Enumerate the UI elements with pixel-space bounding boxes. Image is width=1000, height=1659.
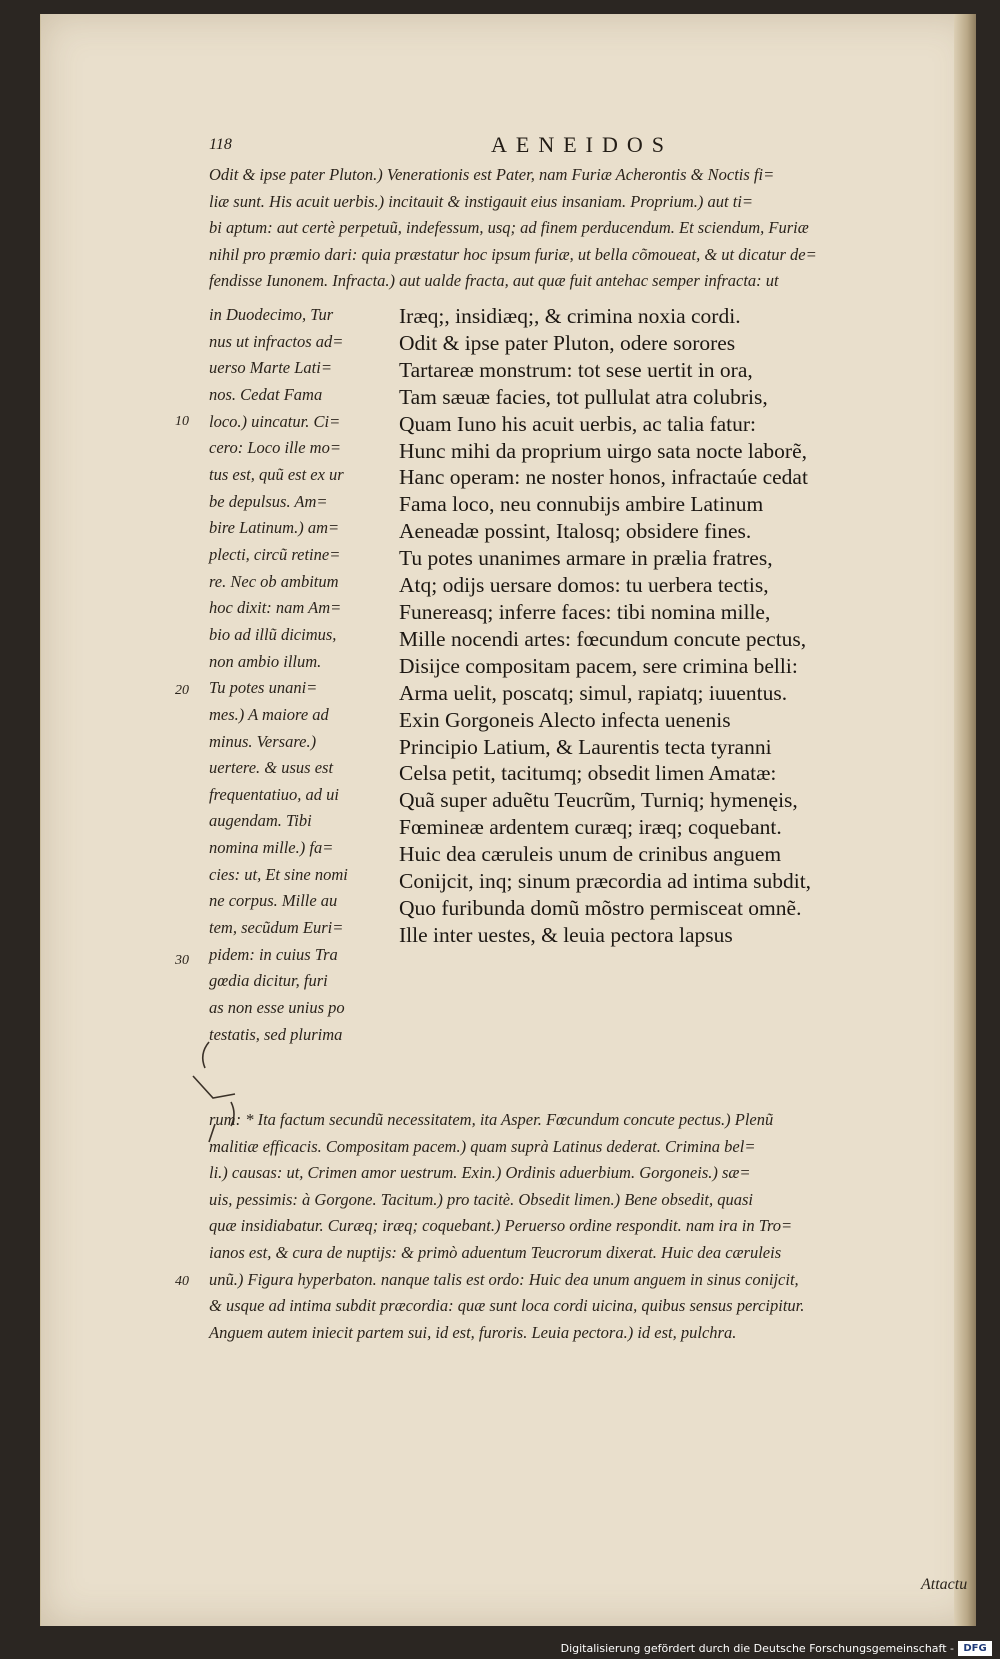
commentary-line: mes.) A maiore ad (209, 704, 329, 724)
commentary-line: cero: Loco ille mo= (209, 438, 341, 458)
folio-number: 118 (209, 136, 232, 153)
commentary-left-column (209, 302, 429, 1048)
commentary-line: testatis, sed plurima (209, 1024, 343, 1044)
commentary-line: nos. Cedat Fama (209, 384, 323, 404)
footer-bar (0, 1640, 1000, 1659)
commentary-bottom (209, 1107, 961, 1346)
line-number: 20 (175, 683, 189, 698)
verse-line: Funereasq; inferre faces: tibi nomina mille, (399, 599, 771, 624)
verse-line: Quã super aduẽtu Teucrũm, Turniq; hymenęis, (399, 788, 798, 813)
verse-line: Odit & ipse pater Pluton, odere sorores (399, 330, 736, 355)
commentary-line: as non esse unius po (209, 998, 345, 1018)
commentary-line: malitiæ efficacis. Compositam pacem.) quam suprà Latinus dederat. Crimina bel= (209, 1136, 756, 1156)
commentary-line: unũ.) Figura hyperbaton. nanque talis est ordo: Huic dea unum anguem in sinus conijcit, (209, 1269, 799, 1289)
commentary-line: Odit & ipse pater Pluton.) Venerationis est Pater, nam Furiæ Acherontis & Noctis fi= (209, 165, 775, 184)
commentary-line: Anguem autem iniecit partem sui, id est, furoris. Leuia pectora.) id est, pulchra. (209, 1322, 737, 1342)
commentary-line: bi aptum: aut certè perpetuũ, indefessum, usq; ad finem perducendum. Et sciendum, Furiæ (209, 218, 809, 238)
commentary-line: plecti, circũ retine= (209, 544, 341, 564)
verse-line: Celsa petit, tacitumq; obsedit limen Amatæ: (399, 761, 777, 786)
verse-line: Atq; odijs uersare domos: tu uerbera tectis, (399, 573, 769, 598)
verse-line: Arma uelit, poscatq; simul, rapiatq; iuuentus. (399, 680, 788, 705)
commentary-line: be depulsus. Am= (209, 491, 328, 511)
line-number: 30 (175, 953, 189, 968)
verse-line: Exin Gorgoneis Alecto infecta uenenis (399, 707, 731, 732)
commentary-top (209, 162, 961, 295)
verse-line: Tartareæ monstrum: tot sese uertit in ora, (399, 357, 753, 382)
book-page (40, 14, 976, 1626)
catchword: Attactu (921, 1576, 968, 1593)
commentary-line: quæ insidiabatur. Curæq; iræq; coquebant.) Peruerso ordine respondit. nam ira in Tro= (209, 1216, 793, 1236)
commentary-line: tus est, quũ est ex ur (209, 464, 344, 484)
commentary-line: bire Latinum.) am= (209, 518, 340, 538)
commentary-line: frequentatiuo, ad ui (209, 784, 340, 804)
dfg-logo[interactable]: DFG (958, 1641, 992, 1656)
commentary-line: rum: * Ita factum secundũ necessitatem, ita Asper. Fœcundum concute pectus.) Plenũ (209, 1110, 774, 1129)
verse-line: Quo furibunda domũ mõstro permisceat omnẽ. (399, 895, 802, 920)
commentary-line: liæ sunt. His acuit uerbis.) incitauit & instigauit eius insaniam. Proprium.) aut ti= (209, 191, 754, 211)
verse-line: Tu potes unanimes armare in prælia fratres, (399, 546, 773, 571)
commentary-line: tem, secũdum Euri= (209, 918, 344, 938)
commentary-line: minus. Versare.) (209, 731, 317, 751)
commentary-line: nihil pro præmio dari: quia præstatur hoc ipsum furiæ, ut bella cõmoueat, & ut dicatur de= (209, 244, 817, 264)
verse-text (399, 303, 811, 949)
verse-line: Iræq;, insidiæq;, & crimina noxia cordi. (399, 304, 741, 328)
commentary-line: cies: ut, Et sine nomi (209, 864, 348, 884)
verse-line: Mille nocendi artes: fœcundum concute pectus, (399, 626, 807, 651)
verse-line: Aeneadæ possint, Italosq; obsidere fines. (399, 519, 752, 544)
commentary-line: ne corpus. Mille au (209, 891, 338, 911)
commentary-line: loco.) uincatur. Ci= (209, 411, 341, 431)
verse-line: Hunc mihi da proprium uirgo sata nocte laborẽ, (399, 438, 807, 463)
commentary-line: augendam. Tibi (209, 811, 312, 831)
verse-line: Fama loco, neu connubijs ambire Latinum (399, 492, 764, 517)
running-title: AENEIDOS (491, 132, 673, 157)
commentary-line: nomina mille.) fa= (209, 838, 334, 858)
verse-line: Huic dea cæruleis unum de crinibus anguem (399, 842, 782, 867)
page-header (41, 132, 976, 162)
commentary-line: uertere. & usus est (209, 758, 334, 778)
commentary-line: & usque ad intima subdit præcordia: quæ sunt loca cordi uicina, quibus sensus percipitur. (209, 1296, 805, 1316)
line-number: 10 (175, 414, 189, 429)
line-number: 40 (175, 1274, 189, 1289)
commentary-line: non ambio illum. (209, 651, 322, 671)
commentary-line: nus ut infractos ad= (209, 331, 344, 351)
verse-line: Hanc operam: ne noster honos, infractaúe cedat (399, 465, 808, 490)
verse-line: Principio Latium, & Laurentis tecta tyranni (399, 734, 772, 759)
commentary-line: in Duodecimo, Tur (209, 305, 334, 324)
verse-line: Fœmineæ ardentem curæq; iræq; coquebant. (399, 815, 782, 840)
commentary-line: ianos est, & cura de nuptijs: & primò aduentum Teucrorum dixerat. Huic dea cæruleis (209, 1242, 782, 1262)
funding-notice: Digitalisierung gefördert durch die Deutsche Forschungsgemeinschaft - (560, 1642, 954, 1655)
commentary-line: gœdia dicitur, furi (209, 971, 328, 991)
commentary-line: re. Nec ob ambitum (209, 571, 339, 591)
commentary-line: fendisse Iunonem. Infracta.) aut ualde fracta, aut quæ fuit antehac semper infracta: ut (209, 271, 779, 291)
verse-line: Tam sæuæ facies, tot pullulat atra colubris, (399, 384, 768, 409)
commentary-line: Tu potes unani= (209, 678, 318, 698)
verse-line: Ille inter uestes, & leuia pectora lapsus (399, 922, 733, 947)
commentary-line: pidem: in cuius Tra (209, 944, 338, 964)
commentary-line: uis, pessimis: à Gorgone. Tacitum.) pro tacitè. Obsedit limen.) Bene obsedit, quasi (209, 1189, 753, 1209)
commentary-line: hoc dixit: nam Am= (209, 598, 342, 618)
verse-line: Quam Iuno his acuit uerbis, ac talia fatur: (399, 411, 757, 436)
verse-line: Disijce compositam pacem, sere crimina belli: (399, 653, 798, 678)
commentary-line: li.) causas: ut, Crimen amor uestrum. Exin.) Ordinis aduerbium. Gorgoneis.) sæ= (209, 1163, 751, 1183)
commentary-line: bio ad illũ dicimus, (209, 624, 337, 644)
commentary-line: uerso Marte Lati= (209, 358, 332, 378)
verse-line: Conijcit, inq; sinum præcordia ad intima subdit, (399, 869, 812, 894)
